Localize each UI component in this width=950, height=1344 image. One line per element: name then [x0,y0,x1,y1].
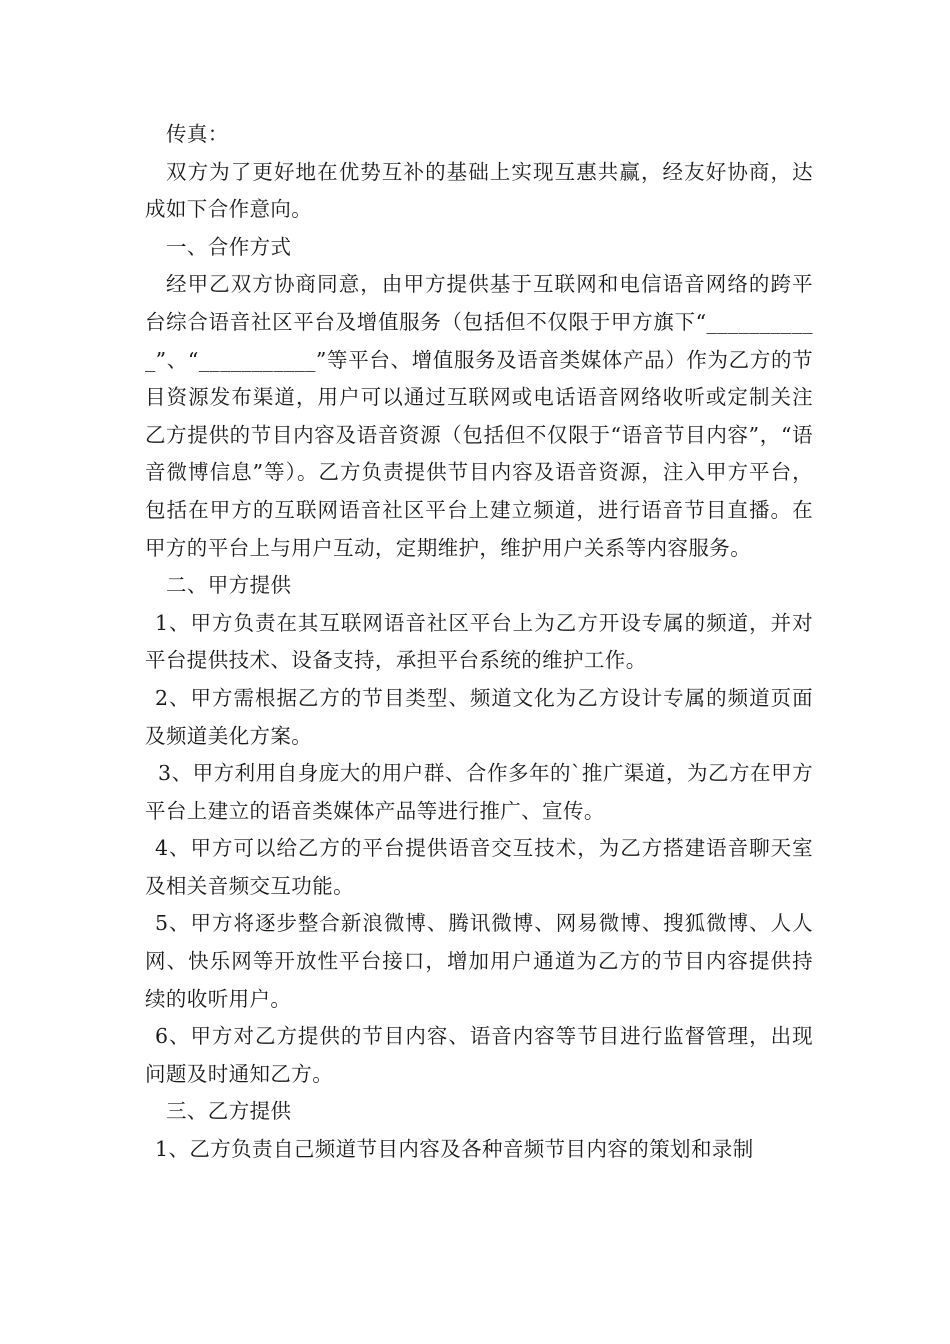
section-heading-party-a-provides: 二、甲方提供 [166,573,292,598]
party-a-item-5: 5、甲方将逐步整合新浪微博、腾讯微博、网易微博、搜狐微博、人人网、快乐网等开放性平台接口，增加用户通道为乙方的节目内容提供持续的收听用户。 [145,911,813,1011]
cooperation-method-paragraph: 经甲乙双方协商同意，由甲方提供基于互联网和电信语音网络的跨平台综合语音社区平台及增值服务（包括但不仅限于甲方旗下“___________”、“___________”等平台、增值服务及语音类媒体产品）作为乙方的节目资源发布渠道，用户可以通过互联网或电话语音网络收听或定制关注乙方提供的节目内容及语音资源（包括但不仅限于“语音节目内容”，“语音微博信息”等）。乙方负责提供节目内容及语音资源，注入甲方平台，包括在甲方的互联网语音社区平台上建立频道，进行语音节目直播。在甲方的平台上与用户互动，定期维护，维护用户关系等内容服务。 [145,272,813,560]
party-a-item-1: 1、甲方负责在其互联网语音社区平台上为乙方开设专属的频道，并对平台提供技术、设备支持，承担平台系统的维护工作。 [145,610,813,673]
party-a-item-4: 4、甲方可以给乙方的平台提供语音交互技术，为乙方搭建语音聊天室及相关音频交互功能。 [145,836,813,898]
document-body [145,116,813,1169]
party-b-item-1: 1、乙方负责自己频道节目内容及各种音频节目内容的策划和录制 [155,1137,754,1162]
intro-paragraph: 双方为了更好地在优势互补的基础上实现互惠共赢，经友好协商，达成如下合作意向。 [145,159,813,222]
party-a-item-2: 2、甲方需根据乙方的节目类型、频道文化为乙方设计专属的频道页面及频道美化方案。 [145,685,813,748]
section-heading-cooperation-method: 一、合作方式 [166,234,292,259]
fax-label: 传真： [166,122,229,146]
party-a-item-3: 3、甲方利用自身庞大的用户群、合作多年的`推广渠道，为乙方在甲方平台上建立的语音类媒体产品等进行推广、宣传。 [145,761,813,823]
party-a-item-6: 6、甲方对乙方提供的节目内容、语音内容等节目进行监督管理，出现问题及时通知乙方。 [145,1024,813,1086]
section-heading-party-b-provides: 三、乙方提供 [166,1099,292,1124]
